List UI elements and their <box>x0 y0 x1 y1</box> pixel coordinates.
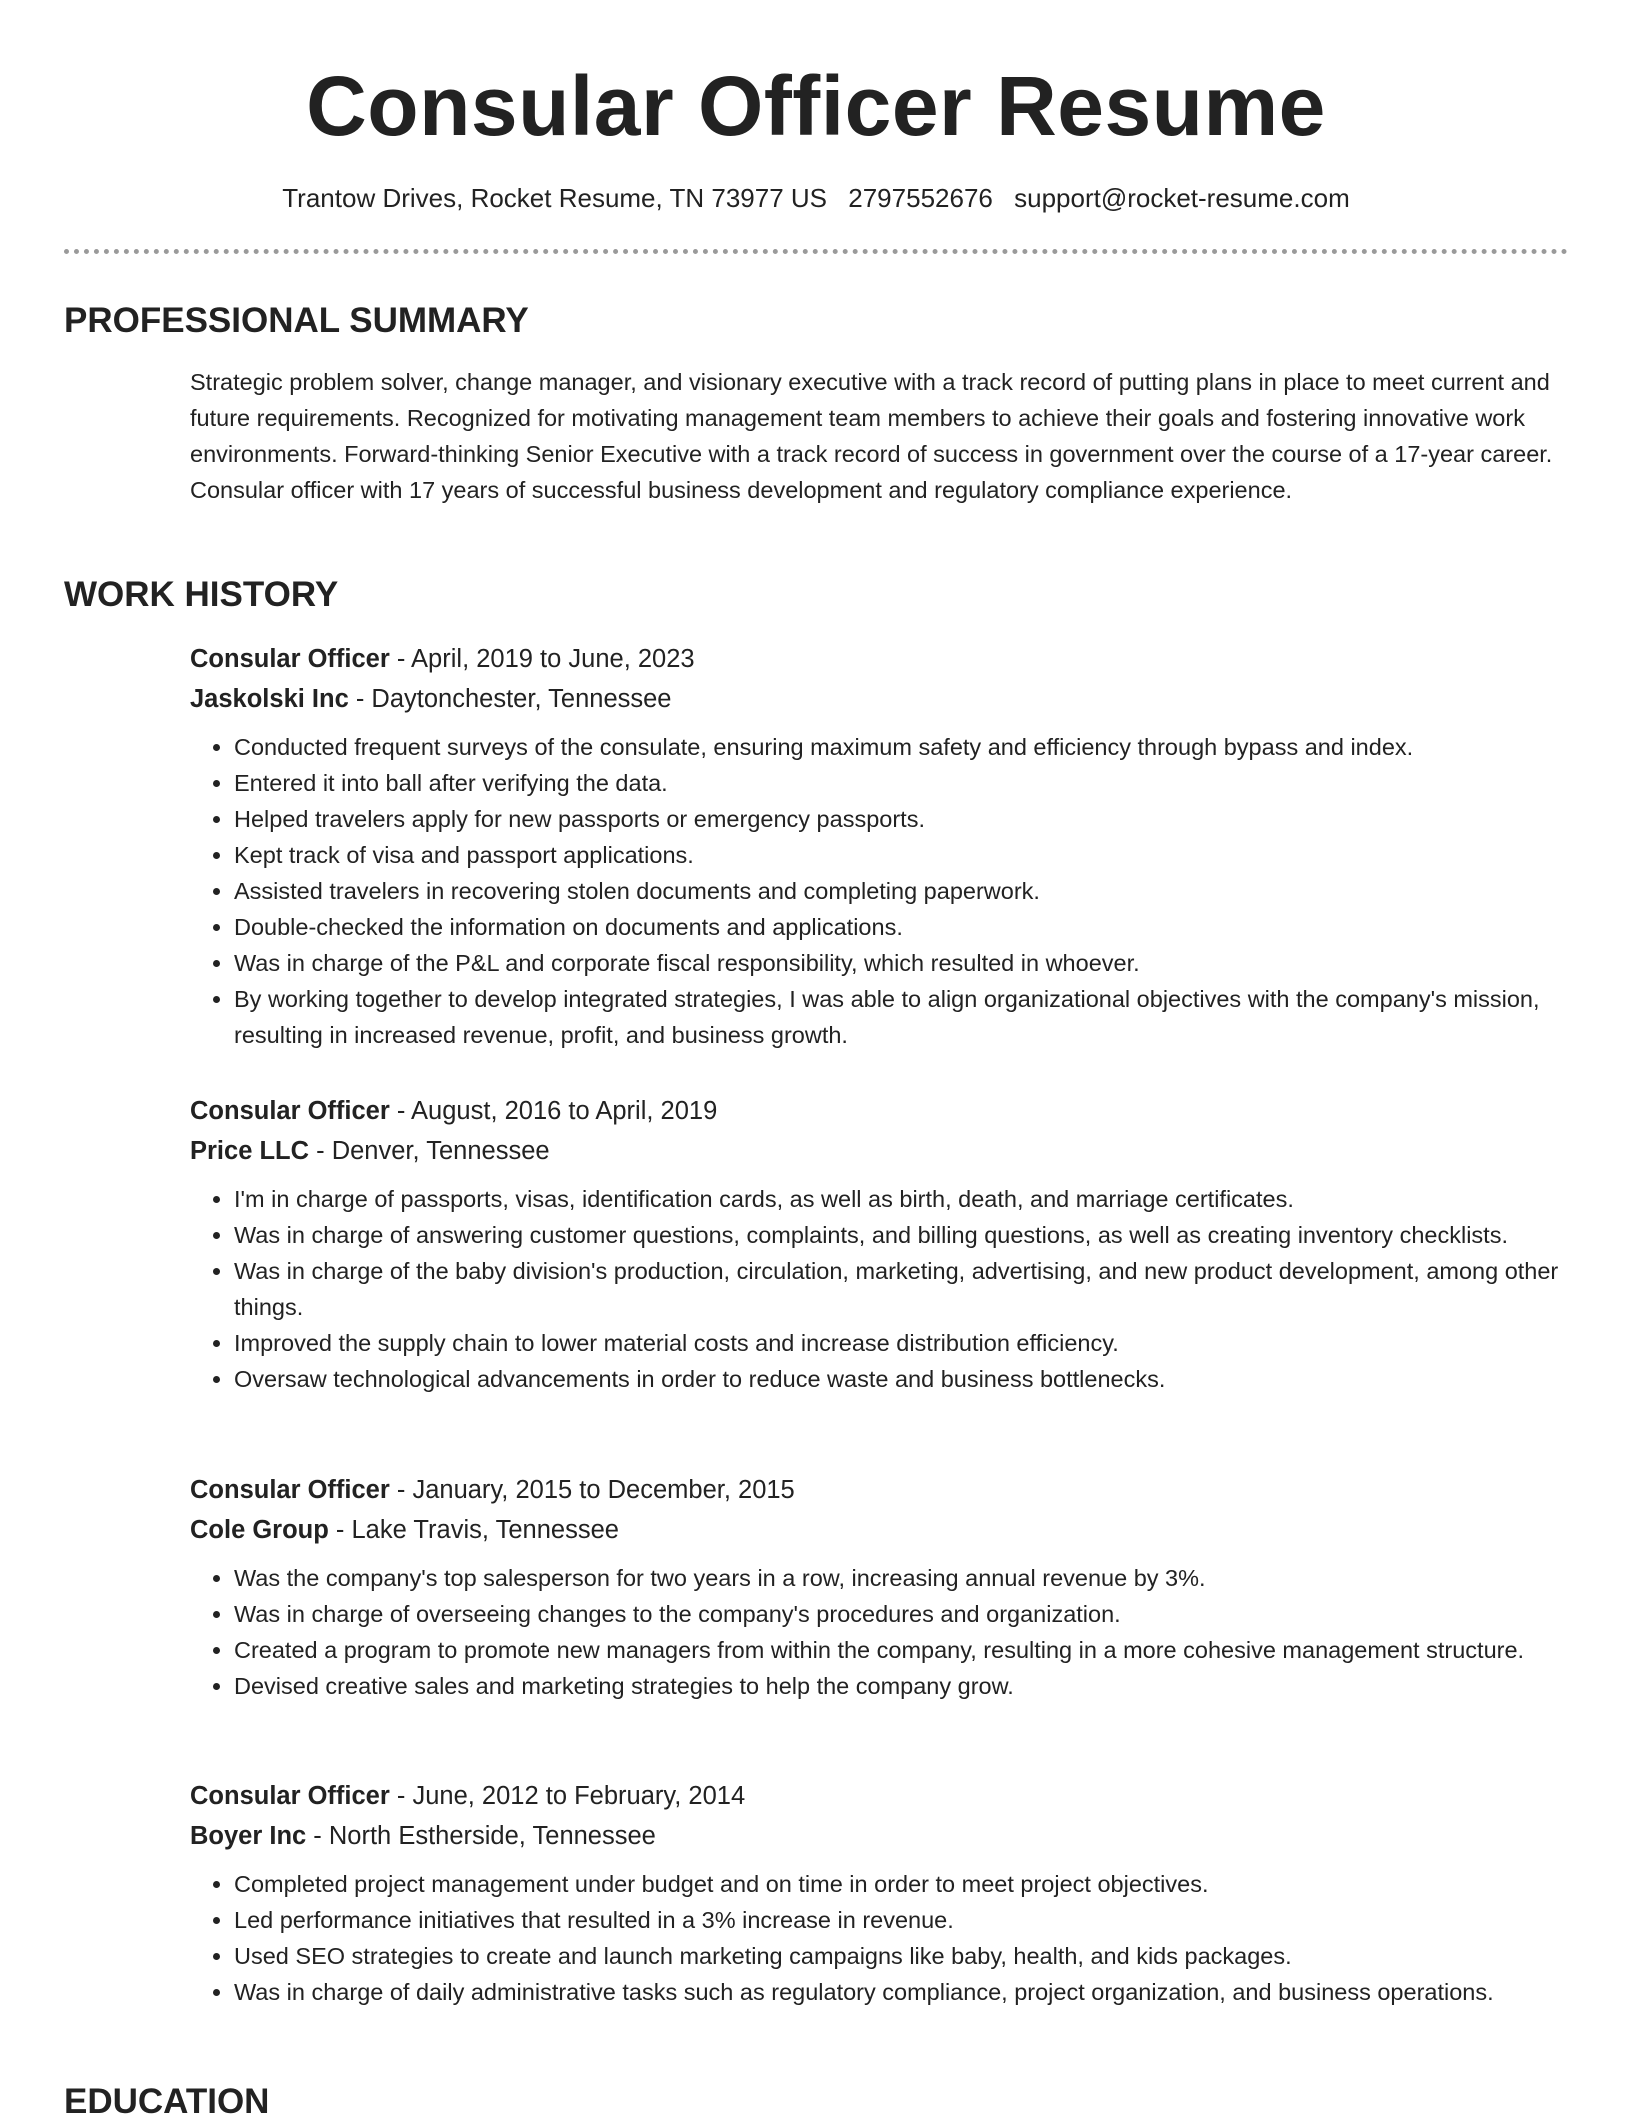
job-bullet: • I'm in charge of passports, visas, identification cards, as well as birth, death, and marriage certificates. <box>234 1181 1568 1217</box>
job-dates: - June, 2012 to February, 2014 <box>389 1782 746 1810</box>
job-bullets <box>190 729 1568 1053</box>
contact-email: support@rocket-resume.com <box>1014 183 1350 213</box>
job-bullet: • Improved the supply chain to lower material costs and increase distribution efficiency. <box>234 1325 1568 1361</box>
job-bullets <box>190 1181 1568 1397</box>
job-bullets <box>190 1866 1568 2010</box>
job-bullet: • Led performance initiatives that resulted in a 3% increase in revenue. <box>234 1902 1568 1938</box>
job-entry <box>190 639 1568 1053</box>
job-bullet: • Devised creative sales and marketing strategies to help the company grow. <box>234 1668 1568 1704</box>
job-bullet: • Was in charge of the baby division's production, circulation, marketing, advertising, and new product development, among other things. <box>234 1253 1568 1325</box>
contact-line <box>64 180 1568 216</box>
job-bullet: • Was in charge of the P&L and corporate fiscal responsibility, which resulted in whoever. <box>234 945 1568 981</box>
job-company-line <box>190 1816 1568 1856</box>
job-location: - Daytonchester, Tennessee <box>348 685 672 713</box>
job-bullet: • Helped travelers apply for new passports or emergency passports. <box>234 801 1568 837</box>
job-company: Price LLC <box>190 1137 310 1165</box>
job-company: Boyer Inc <box>190 1822 307 1850</box>
job-location: - Lake Travis, Tennessee <box>328 1516 619 1544</box>
job-title: Consular Officer <box>190 1782 390 1810</box>
job-title: Consular Officer <box>190 1476 390 1504</box>
job-bullet: • Was the company's top salesperson for two years in a row, increasing annual revenue by 3%. <box>234 1560 1568 1596</box>
job-dates: - August, 2016 to April, 2019 <box>389 1097 718 1125</box>
job-location: - North Estherside, Tennessee <box>306 1822 656 1850</box>
job-company-line <box>190 679 1568 719</box>
job-dates: - January, 2015 to December, 2015 <box>389 1476 795 1504</box>
job-title: Consular Officer <box>190 645 390 673</box>
job-location: - Denver, Tennessee <box>309 1137 550 1165</box>
job-bullets <box>190 1560 1568 1704</box>
job-company: Jaskolski Inc <box>190 685 349 713</box>
page-title: Consular Officer Resume <box>306 59 1326 153</box>
job-company-line <box>190 1510 1568 1550</box>
job-bullet: • Double-checked the information on documents and applications. <box>234 909 1568 945</box>
job-entry <box>190 1470 1568 1704</box>
job-title-line <box>190 1776 1568 1816</box>
job-dates: - April, 2019 to June, 2023 <box>389 645 695 673</box>
job-bullet: • Kept track of visa and passport applications. <box>234 837 1568 873</box>
job-entry <box>190 1776 1568 2010</box>
section-title-education: EDUCATION <box>64 2082 270 2121</box>
contact-phone: 2797552676 <box>848 183 993 213</box>
contact-address: Trantow Drives, Rocket Resume, TN 73977 US <box>282 183 828 213</box>
job-bullet: • Completed project management under budget and on time in order to meet project objectives. <box>234 1866 1568 1902</box>
job-title: Consular Officer <box>190 1097 390 1125</box>
summary-text: Strategic problem solver, change manager, and visionary executive with a track record of putting plans in place to meet current and future requirements. Recognized for motivating management team members to achieve their goals and fostering innovative work environments. Forward-thinking Senior Executive with a track record of success in government over the course of a 17-year career. Consular officer with 17 years of successful business development and regulatory compliance experience. <box>190 369 1553 503</box>
section-title-work-history: WORK HISTORY <box>64 575 339 614</box>
section-title-summary: PROFESSIONAL SUMMARY <box>64 301 529 340</box>
job-bullet: • Was in charge of answering customer questions, complaints, and billing questions, as well as creating inventory checklists. <box>234 1217 1568 1253</box>
job-bullet: • By working together to develop integrated strategies, I was able to align organizational objectives with the company's mission, resulting in increased revenue, profit, and business growth. <box>234 981 1568 1053</box>
job-bullet: • Used SEO strategies to create and launch marketing campaigns like baby, health, and kids packages. <box>234 1938 1568 1974</box>
job-title-line <box>190 1470 1568 1510</box>
job-bullet: • Oversaw technological advancements in order to reduce waste and business bottlenecks. <box>234 1361 1568 1397</box>
job-bullet: • Created a program to promote new managers from within the company, resulting in a more cohesive management structure. <box>234 1632 1568 1668</box>
job-title-line <box>190 1091 1568 1131</box>
job-bullet: • Was in charge of daily administrative tasks such as regulatory compliance, project organization, and business operations. <box>234 1974 1568 2010</box>
header-divider <box>64 249 1568 254</box>
job-entry <box>190 1091 1568 1397</box>
job-bullet: • Assisted travelers in recovering stolen documents and completing paperwork. <box>234 873 1568 909</box>
job-company-line <box>190 1131 1568 1171</box>
job-bullet: • Conducted frequent surveys of the consulate, ensuring maximum safety and efficiency through bypass and index. <box>234 729 1568 765</box>
job-bullet: • Was in charge of overseeing changes to the company's procedures and organization. <box>234 1596 1568 1632</box>
job-company: Cole Group <box>190 1516 329 1544</box>
job-title-line <box>190 639 1568 679</box>
job-bullet: • Entered it into ball after verifying the data. <box>234 765 1568 801</box>
